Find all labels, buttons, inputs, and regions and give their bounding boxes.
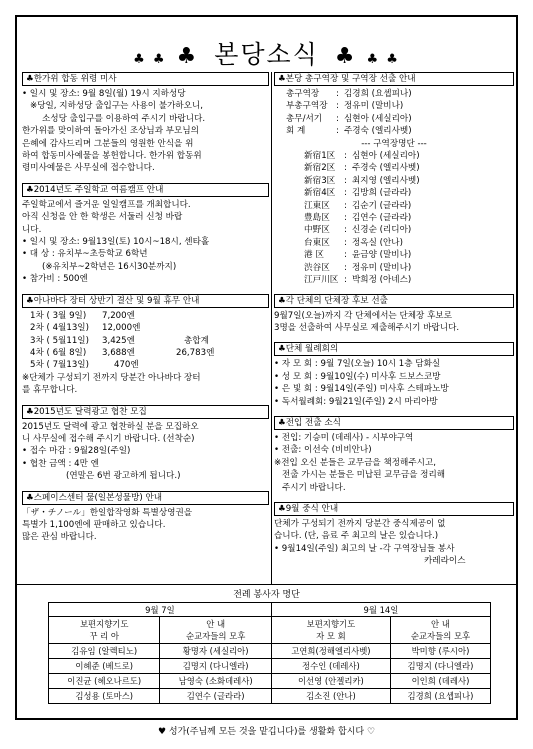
market-row-label: 5차 ( 7월13일) [30, 360, 89, 371]
market-row-total: 26,783엔 [176, 347, 215, 358]
district-name: 江戸川区 [304, 275, 339, 286]
text-line: 주일학교에서 즐거운 일일캠프를 개최합니다. [22, 199, 191, 210]
officer-name: 정유미 (말비나) [344, 101, 404, 112]
market-row-total: 총합계 [184, 335, 209, 346]
roster-cell: 이인희 (데레사) [390, 674, 490, 689]
district-name: 新宿3区 [304, 175, 336, 186]
section-calendar-ad [22, 405, 269, 483]
officer-role: 총무/서기 [286, 113, 323, 124]
page-title-text: 본당소식 [214, 40, 319, 69]
text-line: • 9월14일(주일) 최고의 날 -각 구역장님들 봉사 [274, 543, 455, 554]
text-line: 니다. [22, 224, 42, 235]
text-line: ※당일, 지하성당 출입구는 사용이 불가하오니, [30, 101, 204, 112]
text-line: 9월7일(오늘)까지 각 단체에서는 단체장 후보로 [274, 310, 452, 321]
text-line: • 전출: 이선숙 (비비안나) [274, 445, 372, 456]
market-row-amount: 12,000엔 [102, 323, 141, 334]
text-line: 니 사무실에 접수해 주시기 바랍니다. (선착순) [22, 433, 195, 444]
section-monthly-meetings [274, 342, 514, 408]
roster-group: 자 모 회 [316, 631, 346, 641]
roster-divider [17, 584, 516, 585]
officer-role: 회 계 [286, 126, 306, 137]
text-line: 특별가 1,100엔에 판매하고 있습니다. [22, 519, 166, 530]
district-name: 豊島区 [304, 213, 330, 224]
district-leader: 신경순 (리디아) [352, 225, 412, 236]
district-leader: 최지영 (엘리사벳) [352, 175, 420, 186]
officer-name: 김경희 (요셉피나) [344, 89, 412, 99]
roster-date: 9월 7일 [49, 603, 272, 617]
bulletin-page [15, 15, 518, 720]
right-column [274, 72, 514, 574]
section-title: ♣2015년도 달력광고 협찬 모집 [22, 405, 269, 419]
roster-cell: 김경희 (요셉피나) [390, 689, 490, 704]
section-memorial-mass [22, 72, 269, 175]
section-title: ♣각 단체의 단체장 후보 선출 [274, 294, 514, 308]
officer-role: 부총구역장 [286, 101, 328, 112]
district-row: 中野区 : 신경순 (리디아) [274, 224, 514, 236]
officer-name: 주경숙 (엘리사벳) [344, 126, 412, 137]
roster-cell: 김명지 (다니엘라) [160, 659, 271, 674]
section-title: ♣본당 총구역장 및 구역장 선출 안내 [274, 72, 514, 86]
district-leader: 심현아 (세실리아) [352, 151, 420, 162]
officer-row: 회 계 : 주경숙 (엘리사벳) [274, 125, 514, 137]
section-summer-camp [22, 183, 269, 286]
text-line: ※단체가 구성되기 전까지 당분간 아나바다 장터 [22, 372, 201, 383]
text-line: 주시기 바랍니다. [282, 482, 346, 493]
roster-date: 9월 14일 [271, 603, 490, 617]
roster-role-cell [49, 617, 160, 644]
club-icon: ♣ ♣ [133, 52, 167, 67]
district-row: 台東区 : 정옥실 (안나) [274, 237, 514, 249]
district-row: 豊島区 : 김연수 (글라라) [274, 212, 514, 224]
text-line: 하여 합동미사예물을 봉헌합니다. 한가위 합동위 [22, 151, 202, 162]
district-row: 江東区 : 김순기 (글라라) [274, 200, 514, 212]
market-row [22, 310, 269, 322]
roster-cell: 김연수 (글라라) [160, 689, 271, 704]
left-column [22, 72, 269, 550]
text-line: • 성 모 회 : 9월10일(수) 미사후 드보스코방 [274, 371, 441, 382]
market-row-amount: 3,688엔 [102, 347, 135, 358]
club-icon: ♣ [334, 44, 357, 69]
market-row-amount: 3,425엔 [102, 335, 135, 346]
market-row [22, 335, 269, 347]
district-leader: 박희정 (아네스) [352, 275, 412, 286]
district-name: 中野区 [304, 225, 330, 236]
officer-row: 총무/서기 : 심현아 (세실리아) [274, 113, 514, 125]
text-line: • 독서월례회: 9월21일(주일) 2시 마리아방 [274, 396, 438, 407]
text-line: • 협찬 금액 : 4만 엔 [22, 458, 99, 469]
district-row: 新宿1区 : 심현아 (세실리아) [274, 150, 514, 162]
text-line: • 대 상 : 유치부~초등학교 6학년 [22, 249, 148, 260]
section-transfers [274, 416, 514, 494]
district-leader: 김연수 (글라라) [352, 213, 412, 224]
club-icon: ♣ [176, 44, 199, 69]
text-line: • 참가비 : 500엔 [22, 274, 88, 285]
text-line: 소성당 출입구를 이용하여 주시기 바랍니다. [42, 113, 206, 124]
roster-group: 순교자들의 모후 [410, 631, 471, 641]
market-row-amount: 7,200엔 [102, 310, 135, 321]
text-line: (연말은 6번 광고하게 됩니다.) [66, 471, 181, 482]
text-line: • 일시 및 장소: 9월 8일(월) 19시 지하성당 [22, 89, 186, 99]
roster-table [48, 602, 491, 704]
text-line: • 자 모 회 : 9월 7일(오늘) 10시 1층 담화실 [274, 359, 441, 370]
text-line: ※전입 오신 분들은 교무금을 책정해주시고, [274, 457, 436, 468]
roster-cell: 김성용 (토마스) [49, 689, 160, 704]
roster-cell: 이혜준 (베드로) [49, 659, 160, 674]
text-line: (※유치부~2학년은 16시30분까지) [42, 261, 177, 272]
text-line: • 접수 마감 : 9월28일(주일) [22, 446, 131, 457]
district-name: 渋谷区 [304, 262, 330, 273]
district-leader: 정유미 (말비나) [352, 262, 412, 273]
roster-cell: 이선영 (안젤리카) [271, 674, 390, 689]
district-name: 新宿1区 [304, 151, 336, 162]
section-officers [274, 72, 514, 287]
section-title: ♣전입 전출 소식 [274, 416, 514, 430]
district-name: 台東区 [304, 237, 330, 248]
text-line: • 일시 및 장소: 9월13일(토) 10시~18시, 센타홀 [22, 237, 210, 248]
text-line: 전출 가시는 분들은 미납된 교무금을 정리해 [282, 470, 446, 481]
officer-role: 총구역장 [286, 89, 320, 99]
section-title: ♣한가위 합동 위령 미사 [22, 72, 269, 86]
page-title [17, 35, 516, 71]
section-group-leaders [274, 294, 514, 335]
table-row [49, 674, 491, 689]
market-row [22, 347, 269, 359]
roster-cell: 박미향 (루시아) [390, 644, 490, 659]
roster-cell: 고연희(정해엘리사벳) [271, 644, 390, 659]
section-flea-market [22, 294, 269, 397]
officer-row: 부총구역장 : 정유미 (말비나) [274, 100, 514, 112]
roster-date-row [49, 603, 491, 617]
section-title: ♣2014년도 주일학교 여름캠프 안내 [22, 183, 269, 197]
roster-role: 안 내 [431, 619, 450, 629]
district-row: 江戸川区 : 박희정 (아네스) [274, 274, 514, 286]
section-title: ♣9월 중식 안내 [274, 502, 514, 516]
district-row: 新宿2区 : 주경숙 (엘리사벳) [274, 162, 514, 174]
market-row [22, 322, 269, 334]
text-line: 령미사예물은 사무실에 접수합니다. [22, 163, 155, 174]
district-leader: 윤금양 (말비나) [352, 250, 412, 261]
district-row: 新宿4区 : 김방희 (글라라) [274, 187, 514, 199]
section-title: ♣스페이스센터 물(일본성물방) 안내 [22, 491, 269, 505]
roster-role-cell [390, 617, 490, 644]
roster-group: 꾸 리 아 [89, 631, 120, 641]
footer-motto: ♥ 성가(주님께 모든 것을 맡깁니다)를 생활화 합시다 ♡ [157, 727, 376, 737]
district-leader: 김순기 (글라라) [352, 200, 412, 211]
roster-role: 보편지향기도 [79, 619, 129, 629]
column-divider [271, 72, 272, 584]
roster-cell: 황명자 (세실리아) [160, 644, 271, 659]
text-line: 를 휴무합니다. [22, 385, 78, 396]
roster-cell: 김명지 (다니엘라) [390, 659, 490, 674]
roster-cell: 정수인 (데레사) [271, 659, 390, 674]
text-line: 3명을 선출하여 사무실로 제출해주시기 바랍니다. [274, 322, 460, 333]
table-row [49, 659, 491, 674]
district-leader: 주경숙 (엘리사벳) [352, 163, 420, 174]
market-row-label: 3차 ( 5월11일) [30, 335, 89, 346]
district-name: 港 区 [304, 250, 324, 261]
district-row: 港 区 : 윤금양 (말비나) [274, 249, 514, 261]
text-line: • 전입: 기승미 (데레사) - 시부야구역 [274, 432, 414, 443]
text-line: 은혜에 감사드리며 그분들의 영원한 안식을 위 [22, 138, 194, 149]
market-row-label: 1차 ( 3월 9일) [30, 310, 87, 321]
district-list-heading: --- 구역장명단 --- [361, 138, 427, 149]
district-name: 江東区 [304, 200, 330, 211]
section-title: ♣아나바다 장터 상반기 결산 및 9월 휴무 안내 [22, 294, 269, 308]
roster-title: 전례 봉사자 명단 [233, 590, 300, 600]
text-line: • 은 빛 회 : 9월14일(주일) 미사후 스테파노방 [274, 384, 449, 395]
text-line: 2015년도 달력에 광고 협찬하실 분을 모집하오 [22, 421, 199, 432]
roster-group: 순교자들의 모후 [185, 631, 246, 641]
roster-role: 안 내 [206, 619, 226, 629]
text-line: 한가위를 맞이하여 돌아가신 조상님과 부모님의 [22, 126, 199, 137]
roster-role-cell [271, 617, 390, 644]
club-icon: ♣ ♣ [366, 52, 400, 67]
district-row: 渋谷区 : 정유미 (말비나) [274, 262, 514, 274]
market-row-label: 4차 ( 6월 8일) [30, 347, 87, 358]
table-row [49, 644, 491, 659]
section-space-center [22, 491, 269, 544]
text-line: 습니다. (단, 음료 주 최고의 날은 있습니다.) [274, 531, 439, 542]
roster-cell: 남영숙 (소화데레사) [160, 674, 271, 689]
section-title: ♣단체 월례회의 [274, 342, 514, 356]
roster-role-cell [160, 617, 271, 644]
section-lunch [274, 502, 514, 568]
district-name: 新宿4区 [304, 188, 336, 199]
roster-role-row [49, 617, 491, 644]
officer-row: 총구역장 : 김경희 (요셉피나) [274, 88, 514, 100]
roster-cell: 김소진 (안나) [271, 689, 390, 704]
officer-name: 심현아 (세실리아) [344, 113, 412, 124]
market-row [22, 359, 269, 371]
text-line: 아직 신청을 안 한 학생은 서둘러 신청 바랍 [22, 212, 183, 223]
market-row-amount: 470엔 [114, 360, 139, 371]
district-leader: 김방희 (글라라) [352, 188, 412, 199]
text-line: 「ザ・チノール」한일합작영화 특별상영권을 [22, 507, 193, 518]
text-line: 단체가 구성되기 전까지 당분간 중식제공이 없 [274, 518, 446, 529]
roster-role: 보편지향기도 [306, 619, 356, 629]
text-line: 많은 관심 바랍니다. [22, 532, 97, 543]
market-row-label: 2차 ( 4월13일) [30, 323, 89, 334]
roster-cell: 김유임 (알렉티노) [49, 644, 160, 659]
district-row: 新宿3区 : 최지영 (엘리사벳) [274, 175, 514, 187]
district-name: 新宿2区 [304, 163, 336, 174]
table-row [49, 689, 491, 704]
district-leader: 정옥실 (안나) [352, 237, 403, 248]
roster-cell: 이진균 (헤오나르도) [49, 674, 160, 689]
text-line: 카레라이스 [424, 556, 466, 567]
